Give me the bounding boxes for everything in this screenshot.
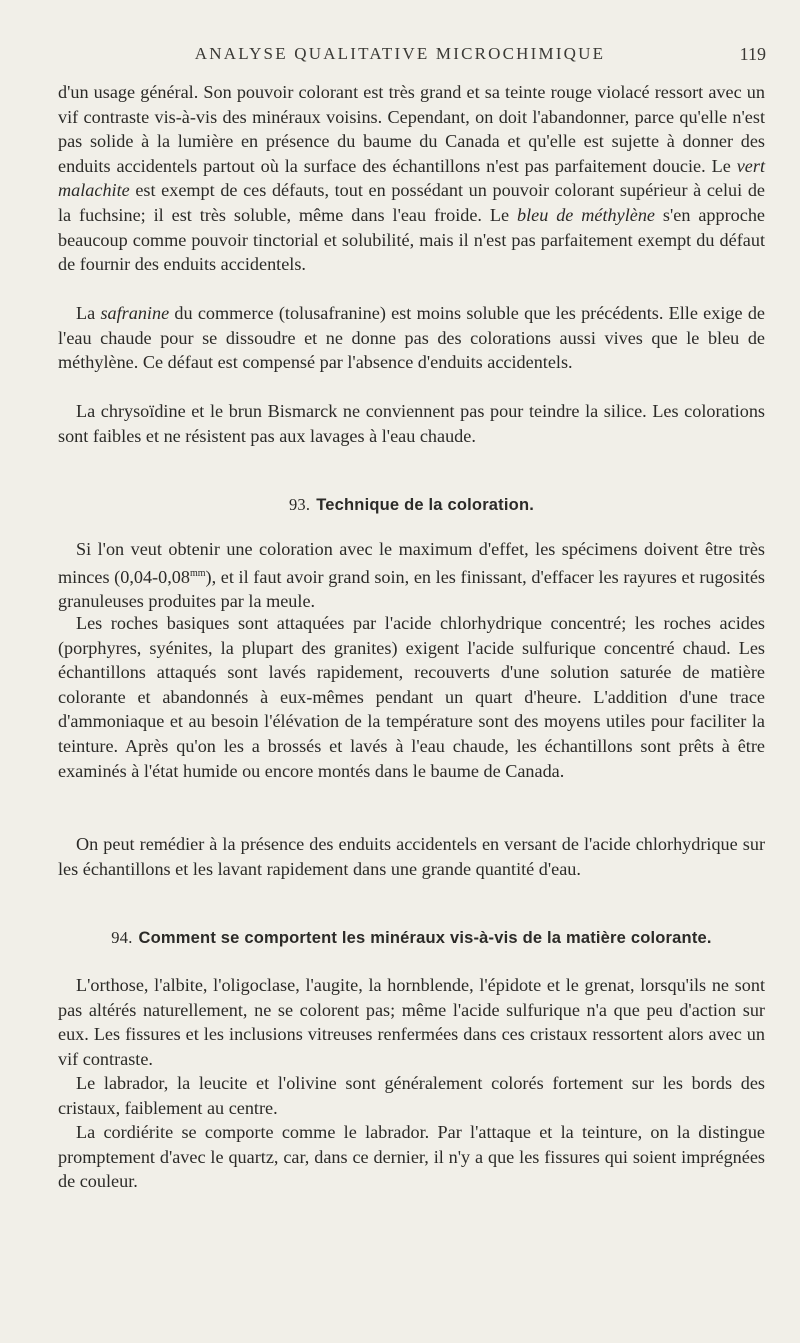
section-heading-93: [58, 495, 765, 537]
italic-term-bleu-de-methylene: bleu de méthylène: [516, 204, 656, 225]
section-heading-94: [58, 928, 765, 973]
paragraph-labrador: Le labrador, la leucite et l'olivine sont généralement colorés fortement sur les bords des cristaux, faiblement au centre.: [58, 1073, 765, 1118]
italic-term-safranine: safranine: [100, 303, 170, 323]
text-run: est exempt de ces défauts, tout en possédant un pouvoir colorant supérieur à celui de la fuchsine; il est très soluble, même dans l'eau froide. Le: [58, 180, 765, 225]
paragraph-fuchsine-continued: [58, 80, 765, 301]
page-number: 119: [739, 44, 766, 64]
paragraph-safranine: [58, 301, 765, 399]
section-number: 93.: [288, 495, 311, 514]
section-title: Technique de la coloration.: [316, 496, 535, 514]
paragraph-orthose: L'orthose, l'albite, l'oligoclase, l'augite, la hornblende, l'épidote et le grenat, lorsqu'ils ne sont pas altérés naturellement, ne se colorent pas; même l'acide sulfurique n'a que peu d'action sur eux. Les fissures et les inclusions vitreuses renfermées dans ces cristaux ressortent alors avec un vif contraste.: [58, 975, 765, 1069]
text-run: d'un usage général. Son pouvoir colorant est très grand et sa teinte rouge violacé ressort avec un vif contraste vis-à-vis des minéraux voisins. Cependant, on doit l'abandonner, parce qu'elle n'est pas solide à la lumière en présence du baume du Canada et qu'elle est sujette à donner des enduits accidentels partout où la surface des échantillons n'est pas parfaitement doucie. Le: [58, 82, 765, 176]
running-title: ANALYSE QUALITATIVE MICROCHIMIQUE: [194, 44, 606, 63]
text-run: Si l'on veut obtenir une coloration avec le maximum d'effet, les spécimens doivent être très minces (0,04-0,08: [58, 539, 765, 587]
section-number: 94.: [111, 928, 133, 947]
page-header: [0, 44, 800, 68]
paragraph-specimen-thickness: [58, 537, 765, 611]
paragraph-chrysoidine: La chrysoïdine et le brun Bismarck ne conviennent pas pour teindre la silice. Les colorations sont faibles et ne résistent pas aux lavages à l'eau chaude.: [58, 401, 765, 446]
paragraph-remedy: On peut remédier à la présence des enduits accidentels en versant de l'acide chlorhydrique sur les échantillons et les lavant rapidement dans une grande quantité d'eau.: [58, 834, 765, 879]
text-run: ), et il faut avoir grand soin, en les finissant, d'effacer les rayures et rugosités granuleuses produites par la meule.: [58, 566, 765, 612]
paragraph-cordierite: La cordiérite se comporte comme le labrador. Par l'attaque et la teinture, on la distingue promptement d'avec le quartz, car, dans ce dernier, il n'y a que les fissures qui soient imprégnées de couleur.: [58, 1122, 765, 1192]
text-run: du commerce (tolusafranine) est moins soluble que les précédents. Elle exige de l'eau chaude pour se dissoudre et ne donne pas des colorations aussi vives que le bleu de méthylène. Ce défaut est compensé par l'absence d'enduits accidentels.: [58, 303, 765, 373]
paragraph-acid-attack: Les roches basiques sont attaquées par l'acide chlorhydrique concentré; les roches acides (porphyres, syénites, la plupart des granites) exigent l'acide sulfurique concentré chaud. Les échantillons attaqués sont lavés rapidement, recouverts d'une solution saturée de matière colorante et abandonnés à eux-mêmes pendant un quart d'heure. L'addition d'une trace d'ammoniaque et au besoin l'élévation de la température sont des moyens utiles pour faciliter la teinture. Après qu'on les a brossés et lavés à l'eau chaude, les échantillons sont prêts à être examinés à l'état humide ou encore montés dans le baume de Canada.: [58, 613, 765, 781]
text-run: La: [76, 303, 101, 323]
section-title: Comment se comportent les minéraux vis-à-vis de la matière colorante.: [138, 929, 712, 947]
text-run: s'en approche beaucoup comme pouvoir tinctorial et solubilité, mais il n'est pas parfaitement exempt du défaut de fournir des enduits accidentels.: [58, 204, 766, 275]
page-body: [58, 80, 765, 1194]
unit-superscript: mm: [189, 567, 206, 579]
italic-term-vert-malachite: vert malachite: [58, 155, 765, 201]
